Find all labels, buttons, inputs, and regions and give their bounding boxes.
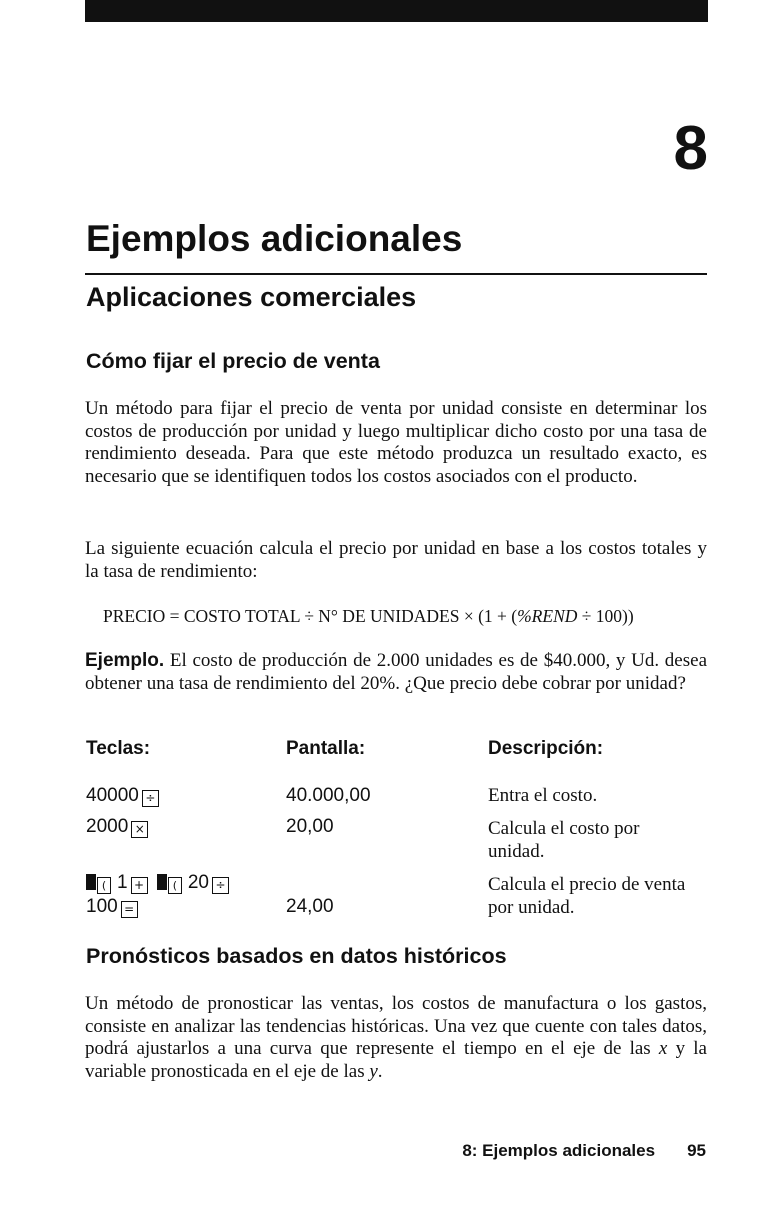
example-text: El costo de producción de 2.000 unidades es de $40.000, y Ud. desea obtener una tasa de rendimiento del 20%. ¿Que precio debe cobrar por unidad? — [85, 650, 707, 694]
page-number: 95 — [687, 1141, 706, 1160]
example-label: Ejemplo. — [85, 650, 165, 671]
table-row-display: 40.000,00 — [286, 785, 371, 806]
table-row-keys — [86, 873, 229, 894]
shift-key-icon — [86, 874, 96, 890]
forecast-text-c: . — [377, 1060, 383, 1082]
table-header-description: Descripción: — [488, 738, 604, 759]
title-rule — [85, 273, 707, 275]
equals-key-icon: = — [121, 901, 138, 918]
table-row-display: 24,00 — [286, 896, 334, 917]
header-bar — [85, 0, 708, 22]
table-header-display: Pantalla: — [286, 738, 366, 759]
chapter-title: Ejemplos adicionales — [86, 218, 463, 259]
formula-prefix: PRECIO = COSTO TOTAL ÷ N° DE UNIDADES × (1 + ( — [103, 606, 518, 626]
subsection-title-pricing: Cómo fijar el precio de venta — [86, 349, 380, 373]
key-number: 20 — [187, 872, 209, 893]
plus-key-icon: + — [131, 877, 148, 894]
key-number: 2000 — [86, 816, 129, 837]
pricing-paragraph-1: Un método para fijar el precio de venta por unidad consiste en determinar los costos de producción por unidad y luego multiplicar dicho costo por una tasa de rendimiento deseada. Para que este método produzca un resultado exacto, es necesario que se identifiquen todos los costos asociados con el producto. — [85, 398, 707, 487]
forecast-text-b: y la variable pronosticada en el eje de las — [85, 1038, 707, 1082]
table-row-keys — [86, 897, 138, 918]
table-row-keys — [86, 786, 159, 807]
forecast-text-a: Un método de pronosticar las ventas, los costos de manufactura o los gastos, consiste en analizar las tendencias históricas. Una vez que cuente con tales datos, podrá ajustarlos a una curva que represente el tiempo en el eje de las — [85, 993, 707, 1059]
formula-suffix: ÷ 100)) — [577, 606, 634, 626]
table-row-description: Calcula el precio de venta por unidad. — [488, 874, 686, 918]
table-row-display: 20,00 — [286, 816, 334, 837]
key-number: 1 — [117, 872, 128, 893]
table-row-keys — [86, 817, 148, 838]
page-footer — [462, 1141, 706, 1161]
formula-variable: %REND — [517, 606, 578, 626]
example-paragraph — [85, 650, 707, 695]
divide-key-icon: ÷ — [142, 790, 159, 807]
key-number: 100 — [86, 896, 118, 917]
forecast-paragraph — [85, 993, 707, 1083]
shift-key-icon — [157, 874, 167, 890]
table-row-description: Entra el costo. — [488, 785, 598, 806]
table-row-description: Calcula el costo por unidad. — [488, 818, 640, 862]
key-number: 40000 — [86, 785, 139, 806]
chapter-number: 8 — [673, 114, 708, 183]
table-header-keys: Teclas: — [86, 738, 151, 759]
footer-chapter-label: 8: Ejemplos adicionales — [462, 1141, 656, 1160]
var-y: y — [369, 1060, 378, 1082]
price-formula — [103, 606, 634, 627]
open-paren-key-icon: ( — [168, 877, 182, 894]
section-title: Aplicaciones comerciales — [86, 282, 417, 312]
divide-key-icon: ÷ — [212, 877, 229, 894]
multiply-key-icon: × — [131, 821, 148, 838]
subsection-title-forecast: Pronósticos basados en datos históricos — [86, 944, 507, 968]
open-paren-key-icon: ( — [97, 877, 111, 894]
var-x: x — [658, 1038, 668, 1059]
pricing-paragraph-2: La siguiente ecuación calcula el precio por unidad en base a los costos totales y la tasa de rendimiento: — [85, 538, 707, 582]
